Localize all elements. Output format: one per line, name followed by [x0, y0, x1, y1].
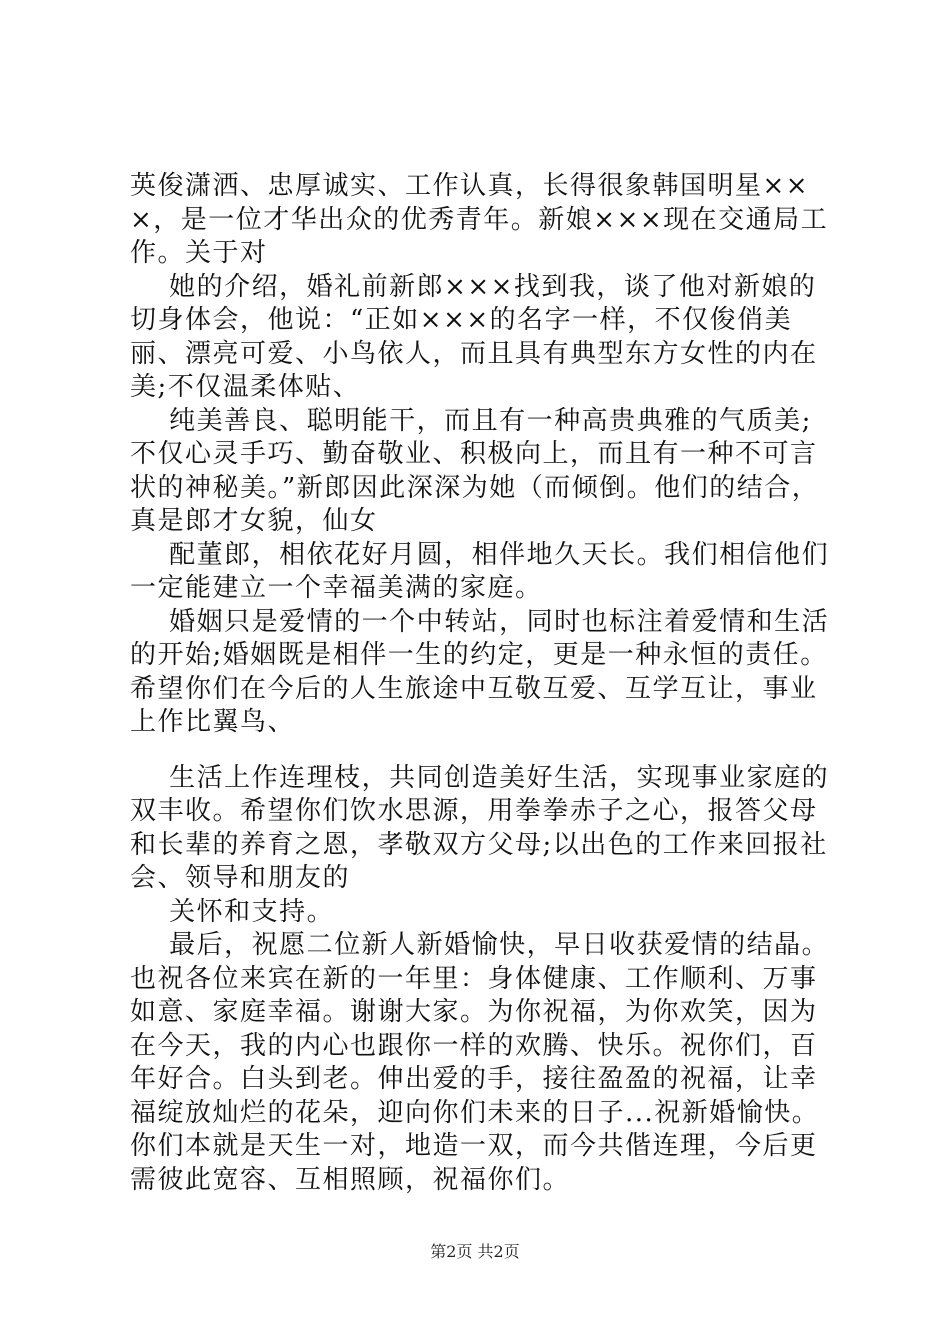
paragraph-spacer: [130, 740, 830, 762]
paragraph-4: 配董郎，相依花好月圆，相伴地久天长。我们相信他们一定能建立一个幸福美满的家庭。: [130, 539, 830, 603]
paragraph-5: 婚姻只是爱情的一个中转站，同时也标注着爱情和生活的开始;婚姻既是相伴一生的约定，更是一种永恒的责任。希望你们在今后的人生旅途中互敬互爱、互学互让，事业上作比翼鸟、: [130, 606, 830, 737]
paragraph-3: 纯美善良、聪明能干，而且有一种高贵典雅的气质美;不仅心灵手巧、勤奋敬业、积极向上，而且有一种不可言状的神秘美。”新郎因此深深为她（而倾倒。他们的结合，真是郎才女貌，仙女: [130, 405, 820, 536]
paragraph-7: 关怀和支持。: [130, 896, 335, 927]
paragraph-2: 她的介绍，婚礼前新郎×××找到我，谈了他对新娘的切身体会，他说：“正如×××的名字一样，不仅俊俏美丽、漂亮可爱、小鸟依人，而且具有典型东方女性的内在美;不仅温柔体贴、: [130, 271, 818, 402]
paragraph-1: 英俊潇洒、忠厚诚实、工作认真，长得很象韩国明星×××，是一位才华出众的优秀青年。新娘×××现在交通局工作。关于对: [130, 171, 829, 268]
paragraph-8: 最后，祝愿二位新人新婚愉快，早日收获爱情的结晶。也祝各位来宾在新的一年里：身体健康、工作顺利、万事如意、家庭幸福。谢谢大家。为你祝福，为你欢笑，因为在今天，我的内心也跟你一样的欢腾、快乐。祝你们，百年好合。白头到老。伸出爱的手，接往盈盈的祝福，让幸福绽放灿烂的花朵，迎向你们未来的日子...祝新婚愉快。你们本就是天生一对，地造一双，而今共偕连理，今后更需彼此宽容、互相照顾，祝福你们。: [130, 930, 830, 1195]
page-number-label: 第2页 共2页: [430, 1242, 520, 1261]
page-footer: [0, 1242, 950, 1262]
document-body: [130, 170, 830, 1197]
paragraph-6: 生活上作连理枝，共同创造美好生活，实现事业家庭的双丰收。希望你们饮水思源，用拳拳赤子之心，报答父母和长辈的养育之恩，孝敬双方父母;以出色的工作来回报社会、领导和朋友的: [130, 762, 830, 893]
